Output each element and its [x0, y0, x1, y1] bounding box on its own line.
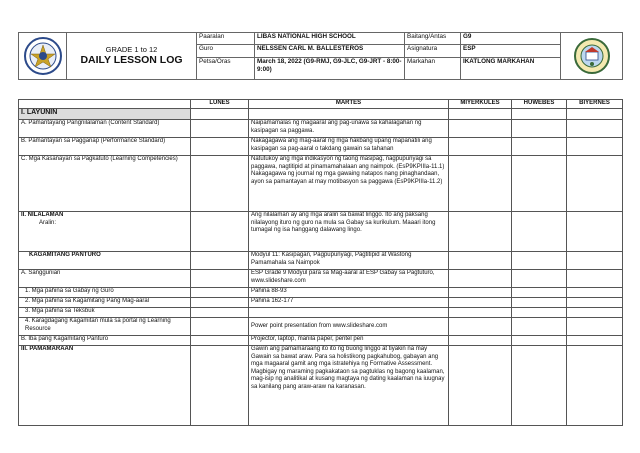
kagamitan-value: Modyul 11: Kasipagan, Pagpupunyagi, Pagtitipid at Wastong Pamamahala sa Naimpok [249, 252, 449, 270]
day-header-lunes: LUNES [191, 100, 249, 109]
quarter-value: IKATLONG MARKAHAN [461, 57, 561, 80]
pamamaraan-heading: III. PAMAMARAAN [19, 346, 191, 426]
deped-seal-icon [23, 36, 63, 76]
teacher-value: NELSSEN CARL M. BALLESTEROS [255, 45, 405, 57]
competencies-label: C. Mga Kasanayan sa Pagkatuto (Learning Competencies) [19, 156, 191, 212]
content-standard-label: A. Pamantayang Pangnilalaman (Content Standard) [19, 120, 191, 138]
kagamitan-aaral-value: Pahina 162-177 [249, 298, 449, 308]
school-label: Paaralan [197, 33, 255, 45]
karagdagang-value: Power point presentation from www.slideshare.com [249, 318, 449, 336]
date-value: March 18, 2022 (G9-RMJ, G9-JLC, G9-JRT - 8:00-9:00) [255, 57, 405, 80]
header-table [18, 32, 623, 80]
teksbuk-label: 3. Mga pahina sa Teksbuk [19, 308, 191, 318]
subject-value: ESP [461, 45, 561, 57]
performance-standard-value: Nakagagawa ang mag-aaral ng mga hakbang upang mapanatili ang kasipagan sa pag-aaral o takdang gawain sa tahanan [249, 138, 449, 156]
lesson-log-table [18, 99, 623, 426]
pamamaraan-value: Gawin ang pamamaraang ito ito ng buong linggo at tiyakin na may Gawain sa bawat araw. Para sa holistikong pagkahubog, gabayan ang mga magaaral gamit ang mga istratehiya ng Formative Assessment. Magbigay ng maraming pagkakataon sa pagtuklas ng bagong kaalaman, mag-isip ng analitikal at kusang magtaya ng dating kaalaman na iuugnay sa kanilang pang araw-araw na karanasan. [249, 346, 449, 426]
subject-label: Asignatura [405, 45, 461, 57]
school-value: LIBAS NATIONAL HIGH SCHOOL [255, 33, 405, 45]
iba-label: B. Iba pang Kagamitang Panturo [19, 336, 191, 346]
sanggunian-label: A. Sanggunian [19, 270, 191, 288]
grade-level-value: G9 [461, 33, 561, 45]
nilalaman-cell [19, 212, 191, 252]
day-header-huwebes: HUWEBES [512, 100, 567, 109]
gabay-value: Pahina 88-93 [249, 288, 449, 298]
layunin-heading: I. LAYUNIN [19, 109, 191, 120]
kagamitan-aaral-label: 2. Mga pahina sa Kagamitang Pang Mag-aaral [19, 298, 191, 308]
content-standard-value: Naipamamalas ng magaaral ang pag-unawa sa kahalagahan ng kasipagan sa paggawa. [249, 120, 449, 138]
teacher-label: Guro [197, 45, 255, 57]
day-header-martes: MARTES [249, 100, 449, 109]
quarter-label: Markahan [405, 57, 461, 80]
gabay-label: 1. Mga pahina sa Gabay ng Guro [19, 288, 191, 298]
school-logo-icon [573, 37, 611, 75]
day-header-biyernes: BIYERNES [567, 100, 623, 109]
kagamitan-heading: KAGAMITANG PANTURO [19, 252, 191, 270]
competencies-value: Natutukoy ang mga indikasyon ng taong masipag, nagpupunyagi sa paggawa, nagtitipid at pinamamahalaan ang naimpok. (EsP9KPIIIa-11.1) Nakagagawa ng journal ng mga gawaing natapos nang pinaghandaan, ayon sa pamantayan at may motibasyon sa paggawa (EsP9KPIIIa-11.2) [249, 156, 449, 212]
day-header-miyerkules: MIYERKULES [449, 100, 512, 109]
grade-range: GRADE 1 to 12 [105, 45, 158, 54]
sanggunian-value: ESP Grade 9 Modyul para sa Mag-aaral at ESP Gabay sa Pagtuturo, www.slideshare.com [249, 270, 449, 288]
title-cell [67, 33, 197, 80]
document-title: DAILY LESSON LOG [80, 54, 183, 66]
karagdagang-label: 4. Karagdagang Kagamitan mula sa portal ng Learning Resource [19, 318, 191, 336]
performance-standard-label: B. Pamantayan sa Pagganap (Performance Standard) [19, 138, 191, 156]
school-logo-cell [561, 33, 623, 80]
nilalaman-value: Ang nilalaman ay ang mga aralin sa bawat linggo. Ito ang paksang nilalayong ituro ng guro na mula sa Gabay sa kurikulum. Maaari itong tumagal ng isa hanggang dalawang lingo. [249, 212, 449, 252]
deped-seal-cell [19, 33, 67, 80]
nilalaman-heading: II. NILALAMAN [21, 212, 64, 218]
grade-level-label: Baitang/Antas [405, 33, 461, 45]
corner-cell [19, 100, 191, 109]
date-label: Petsa/Oras [197, 57, 255, 80]
aralin-label: Aralin: [39, 219, 57, 226]
iba-value: Projector, laptop, manila paper, pentel pen [249, 336, 449, 346]
